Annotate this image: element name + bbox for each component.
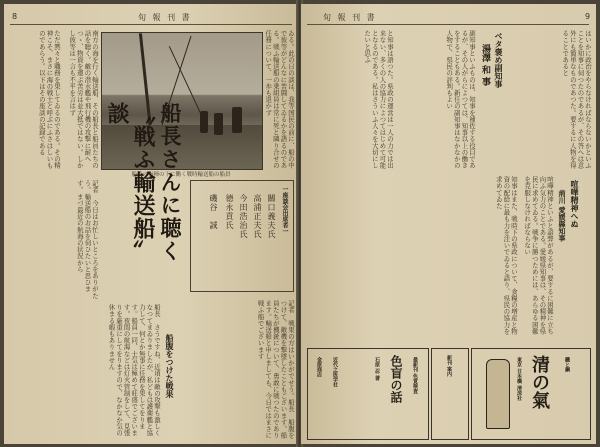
body-bottom: 記者 戦果の方はいかがでせう。船長 船腹をつけて、敵機を撃墜したこともございます。船員たちが機銃について、勇敢に戦つたのであります。輸送船と申しましても、今日ではまさに戦ふ船でございます: [256, 300, 295, 439]
ad-book-small: [431, 348, 469, 440]
headline-line-1: 船長さんに聴く: [158, 102, 183, 263]
sailor-figure: [232, 107, 242, 133]
body-column-b: 南方の海を行く輸送船、その船長と船員たちの話を聴く。敵の潜水艦や飛行機の攻撃に耐へつゝ、物資を運ぶ苦労は並大抵ではない。しかし彼等は一言も不平を言はず: [68, 30, 99, 169]
attendee-name: 今田浩治氏: [239, 194, 248, 239]
attendee-name: 磯谷 誠: [209, 194, 218, 230]
ad2-subtitle: 鐵と鋼: [564, 357, 570, 372]
ad1-extra: 最新刊 色覚検査: [412, 357, 418, 394]
right-running-head: 旬 報 刊 書: [323, 13, 377, 22]
body-column-c: と知事は語つた。県政の運営は一人の力では出来ない、多くの人の協力によつてはじめて可能となるのである。私はさういふ人々を大切にしたいと思ふ: [363, 30, 394, 169]
ad-book-publisher: [307, 348, 429, 440]
right-top-rule: [307, 24, 589, 25]
article2-subtitle: 荊川 愛媛縣知事: [558, 190, 566, 242]
body-column-a: はいかに政治をやらなければならないかといふことを知事に伺つたのであるが、その答へは意外にも簡単なものであつた。要するに人物を得ることであると: [561, 30, 592, 169]
sailor-figure: [214, 113, 223, 135]
ad3-title: 近代之医学社: [332, 357, 338, 387]
left-page: [4, 4, 298, 444]
ad-product: [471, 348, 591, 440]
attendee-name: 德永貢氏: [225, 194, 234, 230]
ad2-publisher: 東京 日本橋 清涼社: [516, 357, 522, 401]
roundtable-title: 一座談会出席者一: [281, 186, 288, 234]
body-column-c: ただ黙々と職務を果してゐるのである。その精神こそ、まさに海の戦士と呼ぶにふさはしいものであらう。以下はその座談の記録である: [37, 30, 61, 169]
left-top-rule: [10, 24, 292, 25]
body-column-a: ゐる。此の日の談は、我等国民の前に、船の中で彼等がどんなに苦闘してゐるかを語るのである。戦ふ輸送船の乗組員は常に死と隣り合せの任務について、一歩も退かず: [264, 30, 295, 169]
body-lower: 船長 さうですね、近頃は敵の攻撃も激しくなつてまゐりましたが、私どもは護衛艦と協力して、何とか無事に任務を果してをります。船員一同、士気は極めて旺盛でございます。夜間の航海などは灯火管制をして、見張りを厳重にしてをりますので、なかなか気の休まる暇もありません: [107, 304, 161, 436]
ad1-author: 石原 忍 著: [374, 357, 380, 381]
ad2-title: 清の氣: [529, 355, 550, 409]
attendee-name: 高浦正夫氏: [253, 194, 262, 239]
body-column-d: 記者 今日はお忙しいところをありがたう。輸送船のお話を伺ひたいと思ひます。まづ最近の航海の状況から: [75, 180, 99, 299]
right-page: [301, 4, 596, 444]
bottle-icon: [486, 359, 510, 429]
body-column-d: 知事はまた、戦時下の県政について、食糧の増産と物資の配給に最も力を注いでゐると語り、県民の協力を求めてゐた: [494, 176, 518, 335]
body-column-b: 副知事といふものは、知事を補佐する役目であるが、その人がらによつては、知事以上の働きをすることもある。新任の副知事はなかなかの人物で、県民の評判もよい: [445, 30, 476, 169]
ad3-subtitle: 新刊 案内: [446, 355, 452, 377]
article1-author: 湯澤 和 事: [480, 44, 490, 87]
ad1-publisher: 金原商店: [316, 357, 322, 377]
ad1-title: 色盲の話: [389, 355, 403, 403]
right-page-number: 9: [585, 12, 591, 21]
attendee-name: 關口義夫氏: [267, 194, 276, 239]
article1-title: ベタ褒め副知事: [494, 32, 503, 88]
left-page-number: 8: [12, 12, 18, 21]
article2-title: 喧嘩精神へぬ: [570, 180, 579, 228]
bottom-subhead: 船腹をつけた戦果: [165, 334, 174, 398]
article-headline: [104, 102, 184, 272]
photo-caption: 船長の指揮の下に働く戦時輸送船の船員: [131, 172, 231, 178]
headline-line-2: 〝戦ふ輸送船〟談: [104, 102, 156, 263]
sailor-figure: [200, 111, 208, 133]
left-running-head: 旬 報 刊 書: [138, 13, 192, 22]
body-column-e: 喧嘩精神といふと語弊があるが、要するに困難に立ち向ふ気力のことである。愛媛県知事は、その精神を県民に求めてゐる。戦争に勝つためには、あらゆる困難を克服しなければならない: [523, 176, 554, 335]
